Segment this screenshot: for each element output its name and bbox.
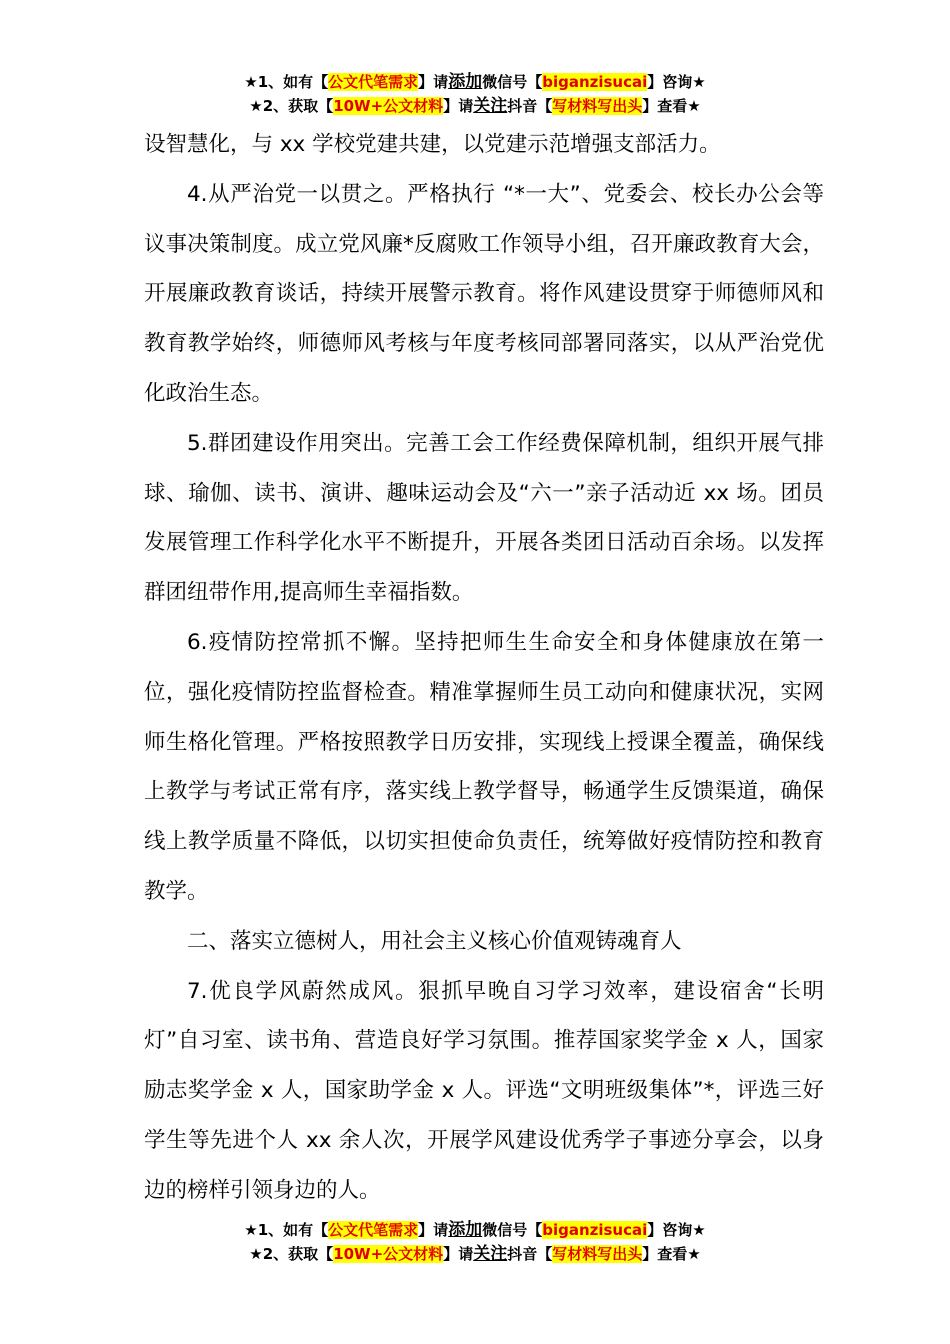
banner-text: 抖音【 (507, 1245, 553, 1263)
banner-highlight: 公文代笔需求 (328, 1221, 419, 1239)
banner-highlight: 写材料写出头 (552, 97, 643, 115)
banner-line-2 (0, 94, 950, 118)
banner-line-1 (0, 1218, 950, 1242)
banner-highlight: 写材料写出头 (552, 1245, 643, 1263)
banner-line-2 (0, 1242, 950, 1266)
section-heading: 二、落实立德树人，用社会主义核心价值观铸魂育人 (187, 928, 682, 954)
paragraph-continuation: 设智慧化，与 xx 学校党建共建，以党建示范增强支部活力。 (144, 132, 721, 157)
banner-highlight: biganzisucai (542, 1221, 648, 1239)
banner-highlight: 公文代笔需求 (328, 73, 419, 91)
banner-highlight: biganzisucai (542, 73, 648, 91)
banner-text: 微信号【 (482, 73, 543, 91)
banner-highlight: 10W+公文材料 (333, 97, 444, 115)
banner-text: 】查看★ (642, 1245, 701, 1263)
banner-text: 】咨询★ (647, 73, 706, 91)
paragraph-item-7: 7.优良学风蔚然成风。狠抓早晚自习学习效率，建设宿舍“长明灯”自习室、读书角、营造良好学习氛围。推荐国家奖学金 x 人，国家励志奖学金 x 人，国家助学金 x 人。评选“文明班级集体”*，评选三好学生等先进个人 xx 余人次，开展学风建设优秀学子事迹分享会，以身边的榜样引领身边的人。 (144, 978, 824, 1203)
banner-text: 】咨询★ (647, 1221, 706, 1239)
banner-highlight: 10W+公文材料 (333, 1245, 444, 1263)
banner-underline: 关注 (473, 1244, 508, 1264)
banner-underline: 添加 (448, 72, 483, 92)
paragraph-item-6: 6.疫情防控常抓不懈。坚持把师生生命安全和身体健康放在第一位，强化疫情防控监督检查。精准掌握师生员工动向和健康状况，实网师生格化管理。严格按照教学日历安排，实现线上授课全覆盖，确保线上教学与考试正常有序，落实线上教学督导，畅通学生反馈渠道，确保线上教学质量不降低，以切实担使命负责任，统筹做好疫情防控和教育教学。 (144, 629, 824, 904)
banner-underline: 关注 (473, 96, 508, 116)
banner-text: 微信号【 (482, 1221, 543, 1239)
banner-text: 抖音【 (507, 97, 553, 115)
footer-banner (0, 1218, 950, 1266)
banner-text: 】请 (418, 1221, 449, 1239)
banner-line-1 (0, 70, 950, 94)
banner-text: ★1、如有【 (244, 1221, 329, 1239)
banner-text: 】请 (418, 73, 449, 91)
banner-text: 】请 (443, 1245, 474, 1263)
paragraph-item-4: 4.从严治党一以贯之。严格执行 “*一大”、党委会、校长办公会等议事决策制度。成立党风廉*反腐败工作领导小组，召开廉政教育大会，开展廉政教育谈话，持续开展警示教育。将作风建设贯穿于师德师风和教育教学始终，师德师风考核与年度考核同部署同落实，以从严治党优化政治生态。 (144, 181, 824, 406)
header-banner (0, 70, 950, 118)
banner-underline: 添加 (448, 1220, 483, 1240)
document-body (144, 120, 824, 1216)
paragraph-item-5: 5.群团建设作用突出。完善工会工作经费保障机制，组织开展气排球、瑜伽、读书、演讲、趣味运动会及“六一”亲子活动近 xx 场。团员发展管理工作科学化水平不断提升，开展各类团日活动百余场。以发挥群团纽带作用,提高师生幸福指数。 (144, 430, 824, 606)
banner-text: 】查看★ (642, 97, 701, 115)
banner-text: ★1、如有【 (244, 73, 329, 91)
banner-text: ★2、获取【 (249, 97, 334, 115)
banner-text: 】请 (443, 97, 474, 115)
banner-text: ★2、获取【 (249, 1245, 334, 1263)
